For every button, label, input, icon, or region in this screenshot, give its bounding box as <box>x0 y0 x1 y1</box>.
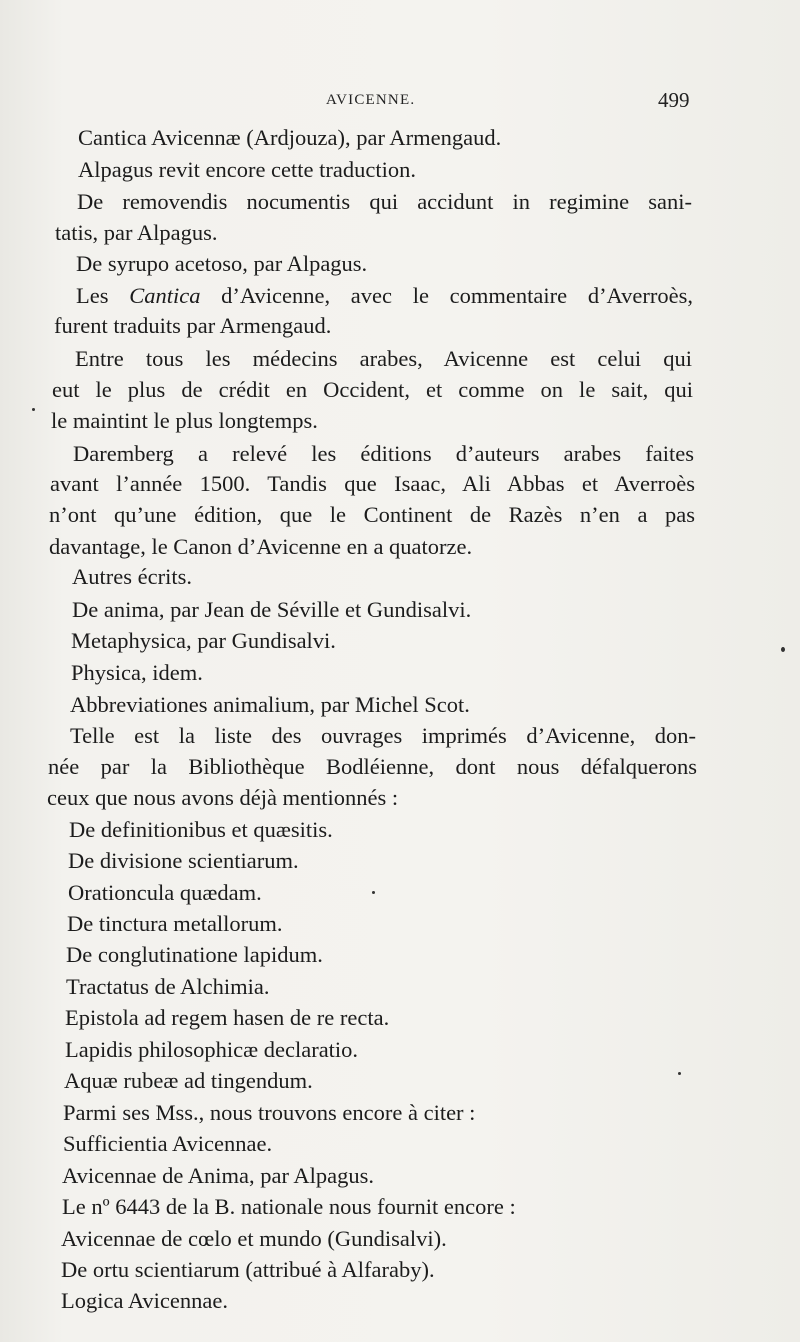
text-line: Lapidis philosophicæ declaratio. <box>65 1037 359 1062</box>
text-line: De removendis nocumentis qui accidunt in regimine sani- <box>77 189 692 214</box>
text-line: Aquæ rubeæ ad tingendum. <box>64 1068 313 1093</box>
text-line: ceux que nous avons déjà mentionnés : <box>47 785 399 810</box>
text-line: Telle est la liste des ouvrages imprimés d’Avicenne, don- <box>70 723 696 748</box>
text-line: Tractatus de Alchimia. <box>66 974 270 999</box>
text-line: Abbreviationes animalium, par Michel Scot. <box>70 692 470 717</box>
text-line: Avicennae de Anima, par Alpagus. <box>62 1163 374 1188</box>
text-line: Physica, idem. <box>71 660 203 685</box>
text-line: le maintint le plus longtemps. <box>51 408 318 433</box>
ink-speck <box>678 1072 681 1075</box>
text-line: avant l’année 1500. Tandis que Isaac, Ali Abbas et Averroès <box>50 471 695 496</box>
text-line: Cantica Avicennæ (Ardjouza), par Armengaud. <box>78 125 502 150</box>
text-line: tatis, par Alpagus. <box>55 220 218 245</box>
text-line: Sufficientia Avicennae. <box>63 1131 273 1156</box>
text-line: Alpagus revit encore cette traduction. <box>78 157 416 182</box>
text-line: De definitionibus et quæsitis. <box>69 817 333 842</box>
text-line: Metaphysica, par Gundisalvi. <box>71 628 336 653</box>
ink-speck <box>32 408 35 411</box>
text-line: De ortu scientiarum (attribué à Alfaraby). <box>61 1257 435 1282</box>
text-line: Logica Avicennae. <box>61 1288 229 1313</box>
text-line: De tinctura metallorum. <box>67 911 283 936</box>
text-line: Avicennae de cœlo et mundo (Gundisalvi). <box>61 1226 447 1251</box>
ink-speck <box>781 647 785 652</box>
text-line: eut le plus de crédit en Occident, et comme on le sait, qui <box>52 377 693 402</box>
running-title: AVICENNE. <box>326 92 416 108</box>
text-line: Autres écrits. <box>72 564 192 589</box>
ink-speck <box>372 891 375 894</box>
text-line: De anima, par Jean de Séville et Gundisalvi. <box>72 597 472 622</box>
text-line: Entre tous les médecins arabes, Avicenne est celui qui <box>75 346 692 371</box>
text-line: furent traduits par Armengaud. <box>54 313 332 338</box>
text-line: davantage, le Canon d’Avicenne en a quatorze. <box>49 534 473 559</box>
text-line: De syrupo acetoso, par Alpagus. <box>76 251 368 276</box>
text-line: Orationcula quædam. <box>68 880 262 905</box>
text-line: Epistola ad regem hasen de re recta. <box>65 1005 390 1030</box>
page-number: 499 <box>658 88 690 112</box>
page-header <box>0 88 800 116</box>
text-line: De divisione scientiarum. <box>68 848 299 873</box>
text-line: Daremberg a relevé les éditions d’auteurs arabes faites <box>73 441 694 466</box>
text-line: n’ont qu’une édition, que le Continent de Razès n’en a pas <box>49 502 695 527</box>
text-line: née par la Bibliothèque Bodléienne, dont nous défalquerons <box>48 754 697 779</box>
text-line: Le nº 6443 de la B. nationale nous fournit encore : <box>62 1194 516 1219</box>
text-line: Les Cantica d’Avicenne, avec le commentaire d’Averroès, <box>76 283 693 308</box>
text-line: Parmi ses Mss., nous trouvons encore à citer : <box>63 1100 476 1125</box>
text-line: De conglutinatione lapidum. <box>66 942 323 967</box>
